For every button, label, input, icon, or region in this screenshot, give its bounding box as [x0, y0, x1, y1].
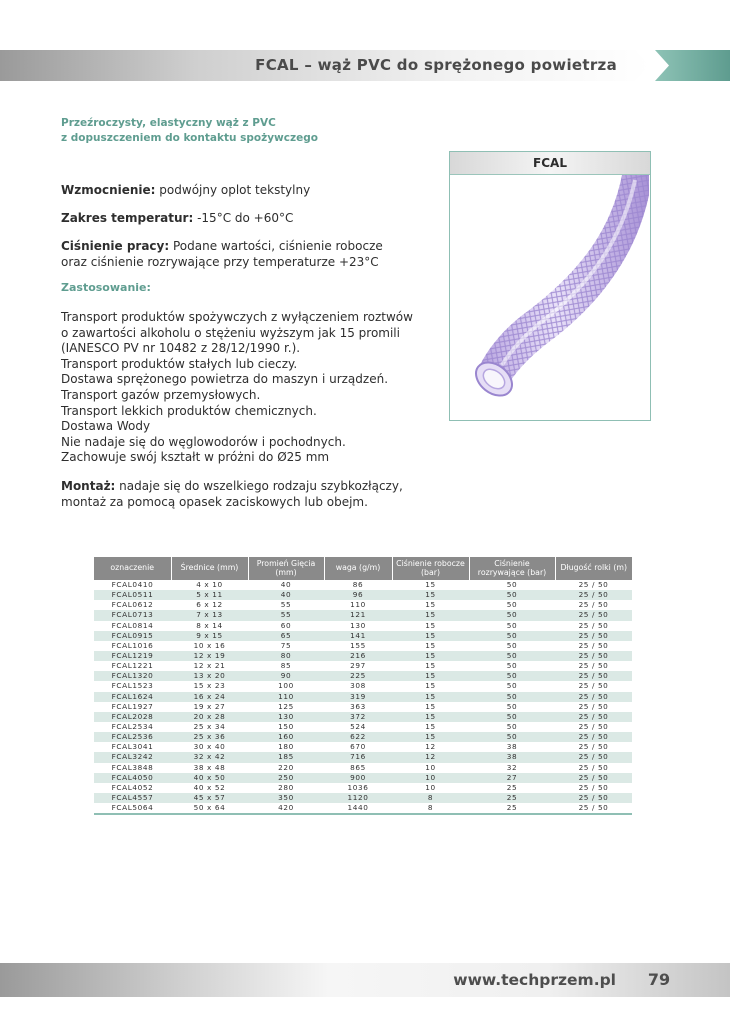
reinforcement-value: podwójny oplot tekstylny — [155, 183, 311, 197]
application-line: Dostawa sprężonego powietrza do maszyn i urządzeń. — [61, 372, 389, 387]
table-row — [94, 631, 632, 641]
column-header-bend-radius: Promień Gięcia (mm) — [248, 557, 324, 580]
cell-roll-length: 25 / 50 — [555, 702, 632, 712]
cell-working-pressure: 15 — [392, 641, 469, 651]
cell-bend-radius: 40 — [248, 580, 324, 590]
table-row — [94, 742, 632, 752]
cell-bend-radius: 110 — [248, 692, 324, 702]
cell-diameter: 7 x 13 — [171, 610, 248, 620]
cell-weight: 297 — [324, 661, 392, 671]
cell-weight: 225 — [324, 671, 392, 681]
cell-diameter: 32 x 42 — [171, 752, 248, 762]
cell-diameter: 9 x 15 — [171, 631, 248, 641]
table-row — [94, 692, 632, 702]
cell-code: FCAL4557 — [94, 793, 171, 803]
cell-code: FCAL0410 — [94, 580, 171, 590]
cell-weight: 865 — [324, 763, 392, 773]
application-line: (IANESCO PV nr 10482 z 28/12/1990 r.). — [61, 341, 301, 356]
application-list — [61, 310, 413, 466]
cell-diameter: 8 x 14 — [171, 621, 248, 631]
cell-burst-pressure: 32 — [469, 763, 555, 773]
cell-roll-length: 25 / 50 — [555, 681, 632, 691]
product-label: FCAL — [450, 152, 650, 175]
cell-diameter: 19 x 27 — [171, 702, 248, 712]
cell-roll-length: 25 / 50 — [555, 661, 632, 671]
cell-bend-radius: 75 — [248, 641, 324, 651]
braided-hose-image — [450, 175, 649, 419]
column-header-code: oznaczenie — [94, 557, 171, 580]
cell-roll-length: 25 / 50 — [555, 621, 632, 631]
cell-burst-pressure: 50 — [469, 621, 555, 631]
cell-working-pressure: 12 — [392, 752, 469, 762]
table-row — [94, 803, 632, 814]
table-row — [94, 651, 632, 661]
cell-weight: 216 — [324, 651, 392, 661]
column-header-working-pressure: Ciśnienie robocze (bar) — [392, 557, 469, 580]
cell-bend-radius: 280 — [248, 783, 324, 793]
cell-diameter: 25 x 36 — [171, 732, 248, 742]
cell-working-pressure: 15 — [392, 580, 469, 590]
cell-roll-length: 25 / 50 — [555, 763, 632, 773]
header-accent-arrow — [655, 50, 730, 81]
cell-working-pressure: 15 — [392, 621, 469, 631]
cell-weight: 110 — [324, 600, 392, 610]
cell-code: FCAL0612 — [94, 600, 171, 610]
cell-working-pressure: 15 — [392, 702, 469, 712]
cell-weight: 319 — [324, 692, 392, 702]
cell-burst-pressure: 50 — [469, 580, 555, 590]
table-header-row — [94, 557, 632, 580]
application-line: Transport lekkich produktów chemicznych. — [61, 403, 317, 418]
cell-code: FCAL2536 — [94, 732, 171, 742]
cell-weight: 1440 — [324, 803, 392, 814]
cell-diameter: 6 x 12 — [171, 600, 248, 610]
application-line: Dostawa Wody — [61, 419, 151, 434]
table-row — [94, 671, 632, 681]
cell-bend-radius: 220 — [248, 763, 324, 773]
cell-bend-radius: 180 — [248, 742, 324, 752]
cell-burst-pressure: 50 — [469, 732, 555, 742]
temperature-label: Zakres temperatur: — [61, 211, 194, 225]
cell-code: FCAL0915 — [94, 631, 171, 641]
pressure-label: Ciśnienie pracy: — [61, 239, 170, 253]
table-row — [94, 793, 632, 803]
cell-weight: 524 — [324, 722, 392, 732]
cell-working-pressure: 15 — [392, 661, 469, 671]
cell-burst-pressure: 50 — [469, 590, 555, 600]
cell-diameter: 10 x 16 — [171, 641, 248, 651]
cell-roll-length: 25 / 50 — [555, 600, 632, 610]
cell-code: FCAL5064 — [94, 803, 171, 814]
cell-roll-length: 25 / 50 — [555, 783, 632, 793]
cell-weight: 308 — [324, 681, 392, 691]
cell-weight: 900 — [324, 773, 392, 783]
table-row — [94, 712, 632, 722]
application-line: Transport gazów przemysłowych. — [61, 387, 261, 402]
cell-roll-length: 25 / 50 — [555, 610, 632, 620]
cell-working-pressure: 15 — [392, 732, 469, 742]
table-row — [94, 600, 632, 610]
cell-bend-radius: 80 — [248, 651, 324, 661]
table-row — [94, 783, 632, 793]
cell-diameter: 16 x 24 — [171, 692, 248, 702]
cell-burst-pressure: 50 — [469, 692, 555, 702]
spec-table — [94, 557, 632, 815]
cell-burst-pressure: 27 — [469, 773, 555, 783]
cell-weight: 155 — [324, 641, 392, 651]
cell-burst-pressure: 50 — [469, 702, 555, 712]
page-title: FCAL – wąż PVC do sprężonego powietrza — [255, 56, 617, 74]
page-number: 79 — [647, 970, 671, 989]
temperature-value: -15°C do +60°C — [193, 211, 294, 225]
cell-roll-length: 25 / 50 — [555, 590, 632, 600]
footer-url[interactable]: www.techprzem.pl — [453, 971, 616, 989]
cell-weight: 121 — [324, 610, 392, 620]
cell-burst-pressure: 50 — [469, 722, 555, 732]
cell-burst-pressure: 38 — [469, 742, 555, 752]
cell-code: FCAL4050 — [94, 773, 171, 783]
cell-weight: 130 — [324, 621, 392, 631]
application-line: Transport produktów spożywczych z wyłączeniem roztwów — [61, 310, 413, 324]
table-row — [94, 641, 632, 651]
cell-roll-length: 25 / 50 — [555, 692, 632, 702]
cell-code: FCAL1016 — [94, 641, 171, 651]
cell-bend-radius: 40 — [248, 590, 324, 600]
footer-bar — [0, 963, 730, 997]
cell-diameter: 20 x 28 — [171, 712, 248, 722]
cell-working-pressure: 15 — [392, 722, 469, 732]
cell-bend-radius: 85 — [248, 661, 324, 671]
pressure-spec — [61, 239, 383, 270]
cell-diameter: 38 x 48 — [171, 763, 248, 773]
cell-burst-pressure: 50 — [469, 631, 555, 641]
cell-weight: 1120 — [324, 793, 392, 803]
cell-code: FCAL1624 — [94, 692, 171, 702]
cell-weight: 96 — [324, 590, 392, 600]
cell-diameter: 12 x 21 — [171, 661, 248, 671]
cell-working-pressure: 15 — [392, 692, 469, 702]
table-row — [94, 732, 632, 742]
cell-diameter: 15 x 23 — [171, 681, 248, 691]
cell-bend-radius: 420 — [248, 803, 324, 814]
cell-diameter: 45 x 57 — [171, 793, 248, 803]
cell-weight: 1036 — [324, 783, 392, 793]
cell-burst-pressure: 50 — [469, 671, 555, 681]
cell-diameter: 30 x 40 — [171, 742, 248, 752]
cell-diameter: 5 x 11 — [171, 590, 248, 600]
table-row — [94, 661, 632, 671]
cell-code: FCAL3242 — [94, 752, 171, 762]
cell-working-pressure: 15 — [392, 681, 469, 691]
table-row — [94, 580, 632, 590]
cell-bend-radius: 130 — [248, 712, 324, 722]
mounting-value-line-2: montaż za pomocą opasek zaciskowych lub obejm. — [61, 494, 368, 509]
table-row — [94, 610, 632, 620]
cell-burst-pressure: 50 — [469, 712, 555, 722]
cell-bend-radius: 160 — [248, 732, 324, 742]
cell-roll-length: 25 / 50 — [555, 773, 632, 783]
subtitle-line-2: z dopuszczeniem do kontaktu spożywczego — [61, 132, 318, 144]
cell-code: FCAL3041 — [94, 742, 171, 752]
cell-weight: 622 — [324, 732, 392, 742]
cell-working-pressure: 10 — [392, 783, 469, 793]
table-row — [94, 681, 632, 691]
cell-weight: 141 — [324, 631, 392, 641]
column-header-weight: waga (g/m) — [324, 557, 392, 580]
reinforcement-spec — [61, 183, 310, 199]
cell-code: FCAL1221 — [94, 661, 171, 671]
cell-burst-pressure: 50 — [469, 641, 555, 651]
table-row — [94, 773, 632, 783]
application-line: Zachowuje swój kształt w próżni do Ø25 mm — [61, 450, 330, 465]
cell-bend-radius: 90 — [248, 671, 324, 681]
application-heading: Zastosowanie: — [61, 281, 151, 294]
cell-bend-radius: 65 — [248, 631, 324, 641]
cell-burst-pressure: 25 — [469, 793, 555, 803]
cell-code: FCAL0713 — [94, 610, 171, 620]
cell-code: FCAL2534 — [94, 722, 171, 732]
cell-working-pressure: 15 — [392, 610, 469, 620]
cell-bend-radius: 185 — [248, 752, 324, 762]
cell-roll-length: 25 / 50 — [555, 722, 632, 732]
cell-code: FCAL1523 — [94, 681, 171, 691]
table-row — [94, 763, 632, 773]
cell-diameter: 25 x 34 — [171, 722, 248, 732]
cell-code: FCAL1219 — [94, 651, 171, 661]
cell-burst-pressure: 50 — [469, 661, 555, 671]
product-image-frame — [449, 151, 651, 421]
table-row — [94, 702, 632, 712]
cell-roll-length: 25 / 50 — [555, 712, 632, 722]
cell-working-pressure: 15 — [392, 712, 469, 722]
cell-working-pressure: 15 — [392, 671, 469, 681]
cell-code: FCAL1320 — [94, 671, 171, 681]
pressure-value-line-1: Podane wartości, ciśnienie robocze — [169, 239, 383, 253]
cell-diameter: 4 x 10 — [171, 580, 248, 590]
cell-code: FCAL1927 — [94, 702, 171, 712]
cell-bend-radius: 60 — [248, 621, 324, 631]
cell-diameter: 12 x 19 — [171, 651, 248, 661]
cell-working-pressure: 8 — [392, 803, 469, 814]
mounting-spec — [61, 479, 403, 510]
column-header-roll-length: Długość rolki (m) — [555, 557, 632, 580]
cell-working-pressure: 15 — [392, 651, 469, 661]
cell-weight: 86 — [324, 580, 392, 590]
application-line: Transport produktów stałych lub cieczy. — [61, 356, 298, 371]
column-header-burst-pressure: Ciśnienie rozrywające (bar) — [469, 557, 555, 580]
product-subtitle — [61, 116, 401, 146]
cell-working-pressure: 15 — [392, 590, 469, 600]
cell-diameter: 40 x 50 — [171, 773, 248, 783]
cell-bend-radius: 250 — [248, 773, 324, 783]
cell-weight: 372 — [324, 712, 392, 722]
application-line: o zawartości alkoholu o stężeniu wyższym jak 15 promili — [61, 325, 400, 340]
cell-weight: 716 — [324, 752, 392, 762]
mounting-value-line-1: nadaje się do wszelkiego rodzaju szybkozłączy, — [115, 479, 403, 493]
cell-roll-length: 25 / 50 — [555, 752, 632, 762]
cell-burst-pressure: 50 — [469, 610, 555, 620]
cell-roll-length: 25 / 50 — [555, 580, 632, 590]
cell-working-pressure: 10 — [392, 763, 469, 773]
cell-burst-pressure: 50 — [469, 600, 555, 610]
cell-bend-radius: 100 — [248, 681, 324, 691]
cell-burst-pressure: 25 — [469, 783, 555, 793]
application-line: Nie nadaje się do węglowodorów i pochodnych. — [61, 434, 346, 449]
cell-roll-length: 25 / 50 — [555, 641, 632, 651]
cell-roll-length: 25 / 50 — [555, 793, 632, 803]
cell-roll-length: 25 / 50 — [555, 631, 632, 641]
temperature-spec — [61, 211, 293, 227]
cell-roll-length: 25 / 50 — [555, 742, 632, 752]
cell-diameter: 13 x 20 — [171, 671, 248, 681]
column-header-diameter: Średnice (mm) — [171, 557, 248, 580]
cell-diameter: 50 x 64 — [171, 803, 248, 814]
reinforcement-label: Wzmocnienie: — [61, 183, 156, 197]
table-row — [94, 722, 632, 732]
cell-working-pressure: 15 — [392, 600, 469, 610]
cell-roll-length: 25 / 50 — [555, 803, 632, 814]
cell-code: FCAL0511 — [94, 590, 171, 600]
cell-code: FCAL4052 — [94, 783, 171, 793]
cell-burst-pressure: 50 — [469, 681, 555, 691]
cell-burst-pressure: 50 — [469, 651, 555, 661]
cell-burst-pressure: 25 — [469, 803, 555, 814]
cell-working-pressure: 15 — [392, 631, 469, 641]
cell-roll-length: 25 / 50 — [555, 732, 632, 742]
mounting-label: Montaż: — [61, 479, 116, 493]
cell-code: FCAL2028 — [94, 712, 171, 722]
cell-weight: 363 — [324, 702, 392, 712]
cell-working-pressure: 10 — [392, 773, 469, 783]
cell-working-pressure: 12 — [392, 742, 469, 752]
cell-bend-radius: 125 — [248, 702, 324, 712]
cell-code: FCAL3848 — [94, 763, 171, 773]
table-row — [94, 752, 632, 762]
cell-bend-radius: 350 — [248, 793, 324, 803]
cell-burst-pressure: 38 — [469, 752, 555, 762]
cell-roll-length: 25 / 50 — [555, 671, 632, 681]
cell-code: FCAL0814 — [94, 621, 171, 631]
table-row — [94, 621, 632, 631]
cell-bend-radius: 55 — [248, 600, 324, 610]
cell-working-pressure: 8 — [392, 793, 469, 803]
subtitle-line-1: Przeźroczysty, elastyczny wąż z PVC — [61, 117, 276, 129]
table-row — [94, 590, 632, 600]
cell-diameter: 40 x 52 — [171, 783, 248, 793]
cell-bend-radius: 150 — [248, 722, 324, 732]
cell-roll-length: 25 / 50 — [555, 651, 632, 661]
pressure-value-line-2: oraz ciśnienie rozrywające przy temperaturze +23°C — [61, 254, 379, 269]
cell-bend-radius: 55 — [248, 610, 324, 620]
cell-weight: 670 — [324, 742, 392, 752]
